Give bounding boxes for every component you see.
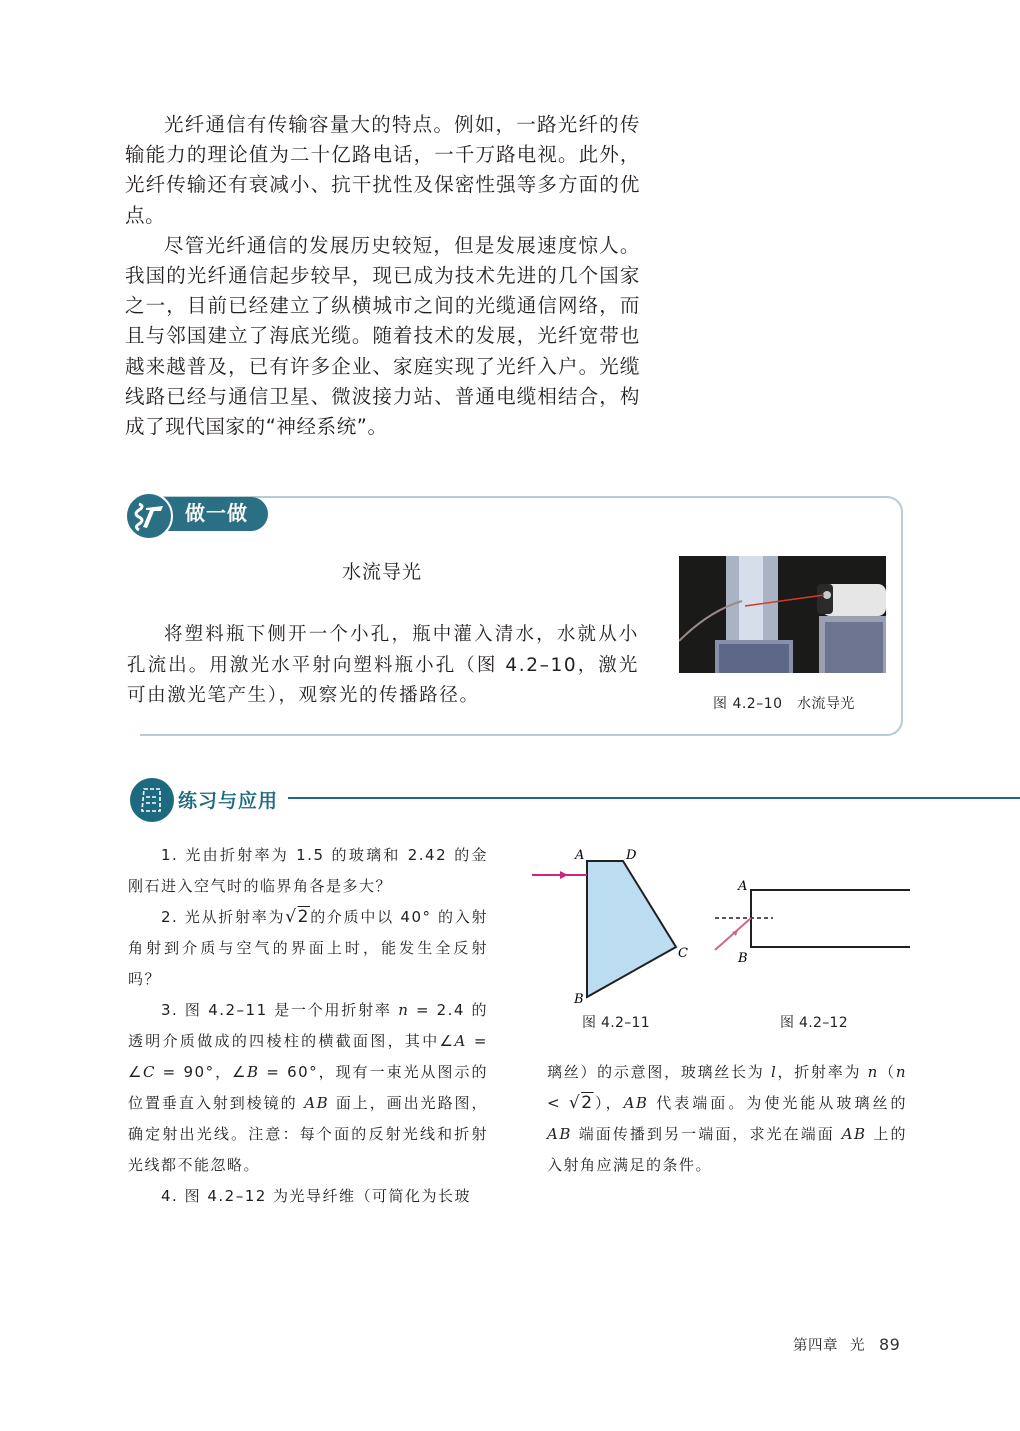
question-1: 1. 光由折射率为 1.5 的玻璃和 2.42 的金刚石进入空气时的临界角各是多大？ [128, 846, 488, 895]
svg-text:B: B [738, 951, 748, 966]
question-2: 2. 光从折射率为√2的介质中以 40° 的入射角射到介质与空气的界面上时，能发生全反射吗？ [128, 907, 488, 988]
question-3: 3. 图 4.2–11 是一个用折射率 n = 2.4 的透明介质做成的四棱柱的横截面图，其中∠A = ∠C = 90°，∠B = 60°，现有一束光从图示的位置垂直入射到棱镜的 AB 面上，画出光路图，确定射出光线。注意：每个面的反射光线和折射光线都不能忽略。 [128, 1001, 489, 1174]
svg-text:C: C [678, 946, 688, 961]
notebook-icon [130, 778, 174, 822]
exercises-title: 练习与应用 [178, 790, 279, 812]
paragraph-1: 光纤通信有传输容量大的特点。例如，一路光纤的传输能力的理论值为二十亿路电话，一千万路电视。此外，光纤传输还有衰减小、抗干扰性及保密性强等多方面的优点。 [125, 113, 640, 227]
chapter-label: 第四章 [793, 1338, 838, 1354]
question-4: 4. 图 4.2–12 为光导纤维（可简化为长玻 [161, 1187, 472, 1205]
activity-text: 将塑料瓶下侧开一个小孔，瓶中灌入清水，水就从小孔流出。用激光水平射向塑料瓶小孔（图 4.2–10，激光可由激光笔产生），观察光的传播路径。 [127, 624, 639, 706]
figure-4-2-12 [705, 870, 915, 970]
hammer-spring-icon [125, 492, 173, 540]
svg-text:B: B [574, 992, 584, 1007]
photo-caption: 图 4.2–10 水流导光 [713, 696, 856, 712]
section-label: 光 [850, 1338, 865, 1354]
page-number: 89 [879, 1335, 901, 1354]
activity-tag-label: 做一做 [185, 501, 248, 525]
figure-4-2-12-caption: 图 4.2–12 [780, 1015, 848, 1031]
page-footer [793, 1334, 900, 1355]
figure-4-2-11-caption: 图 4.2–11 [582, 1015, 650, 1031]
body-text [125, 110, 640, 442]
exercises-divider [288, 797, 1020, 799]
paragraph-2: 尽管光纤通信的发展历史较短，但是发展速度惊人。我国的光纤通信起步较早，现已成为技术先进的几个国家之一，目前已经建立了纵横城市之间的光缆通信网络，而且与邻国建立了海底光缆。随着技术的发展，光纤宽带也越来越普及，已有许多企业、家庭实现了光纤入户。光缆线路已经与通信卫星、微波接力站、普通电缆相结合，构成了现代国家的“神经系统”。 [125, 233, 640, 439]
exercise-list [128, 840, 488, 1212]
activity-title: 水流导光 [342, 561, 423, 583]
svg-text:A: A [575, 848, 585, 863]
svg-text:D: D [626, 848, 637, 863]
water-light-guide-photo [679, 556, 886, 673]
figure-4-2-11 [530, 845, 720, 1015]
svg-text:A: A [738, 879, 748, 894]
question-4-continuation: 璃丝）的示意图，玻璃丝长为 l，折射率为 n（n < √2），AB 代表端面。为使光能从玻璃丝的 AB 端面传播到另一端面，求光在端面 AB 上的入射角应满足的条件。 [547, 1063, 907, 1174]
